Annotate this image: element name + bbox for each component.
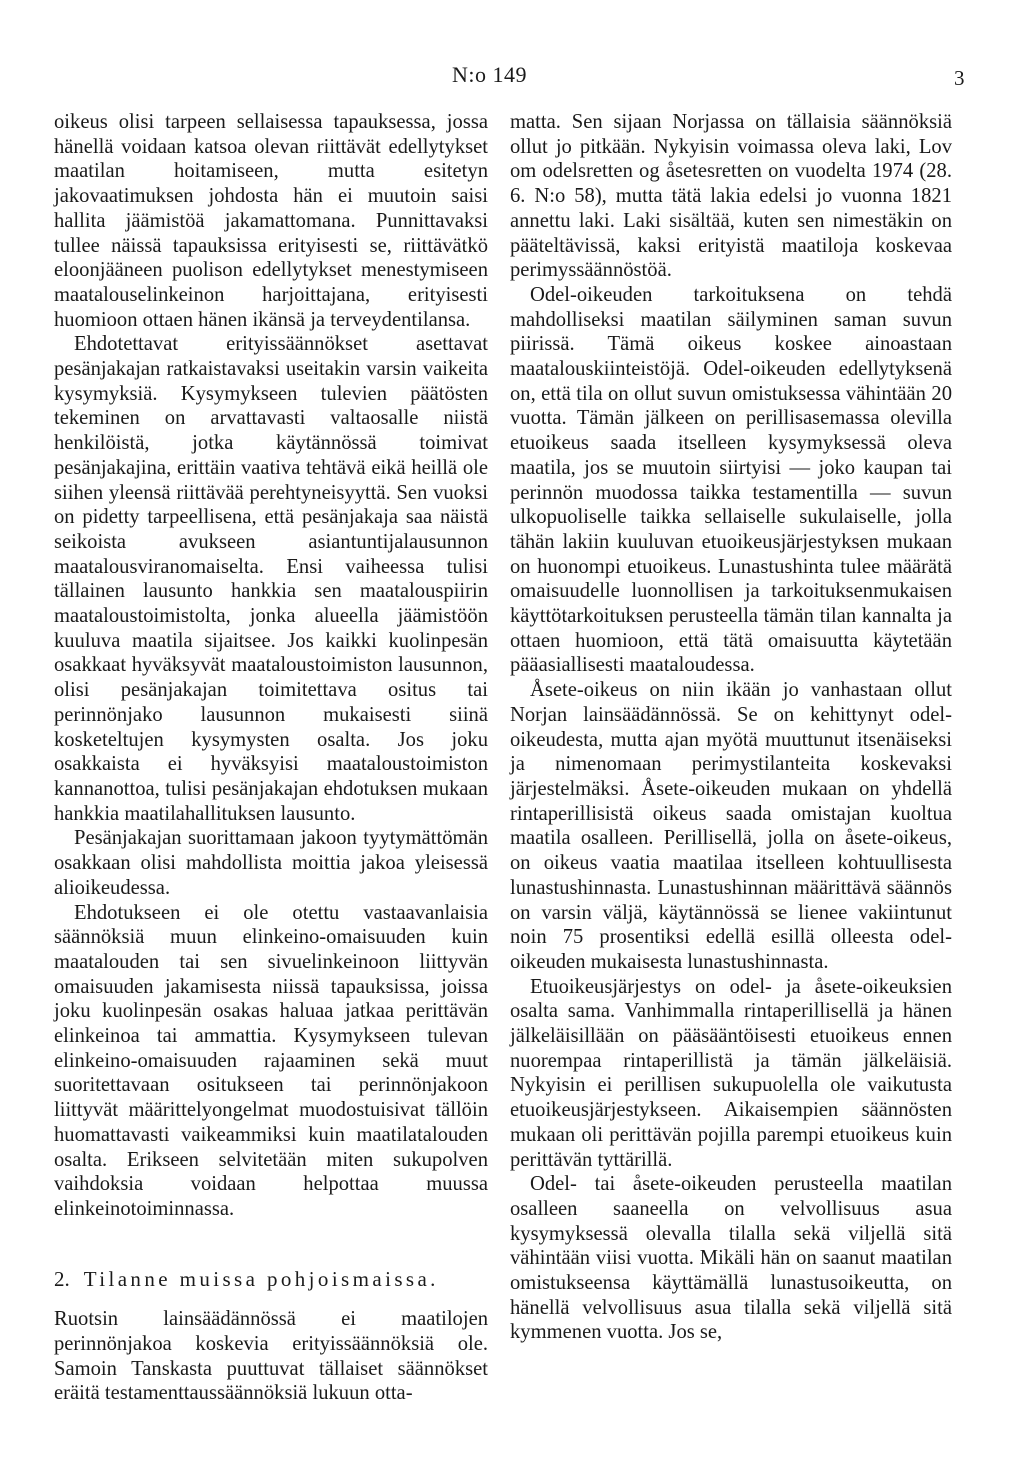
right-column bbox=[510, 110, 952, 1345]
page-header bbox=[0, 62, 1024, 92]
section-heading bbox=[54, 1267, 488, 1292]
paragraph: Åsete-oikeus on niin ikään jo vanhastaan ollut Norjan lainsäädännössä. Se on kehittynyt odel-oikeudesta, mutta ajan myötä muuttunut itsenäiseksi ja nimenomaan perimystilanteita koskevaksi järjestelmäksi. Åsete-oikeuden mukaan on yhdellä rintaperillisistä oikeus saada omistajan kuoltua maatila osalleen. Perillisellä, jolla on åsete-oikeus, on oikeus vaatia maatilaa itselleen kohtuullisesta lunastushinnasta. Lunastushinnan määrittävä säännös on varsin väljä, käytännössä se lienee vakiintunut noin 75 prosentiksi edellä esillä olleesta odel-oikeuden mukaisesta lunastushinnasta. bbox=[510, 679, 952, 973]
paragraph: matta. Sen sijaan Norjassa on tällaisia säännöksiä ollut jo pitkään. Nykyisin voimassa oleva laki, Lov om odelsretten og åsetesretten on vuodelta 1974 (28. 6. N:o 58), mutta tätä lakia edelsi jo vuonna 1821 annettu laki. Laki sisältää, kuten sen nimestäkin on pääteltävissä, kaksi erityistä maatiloja koskevaa perimyssäännöstöä. bbox=[510, 111, 952, 282]
paragraph: Etuoikeusjärjestys on odel- ja åsete-oikeuksien osalta sama. Vanhimmalla rintaperillisellä ja hänen jälkeläisillään on pääsääntöisesti etuoikeus ennen nuorempaa rintaperillistä ja tämän jälkeläisiä. Nykyisin ei perillisen sukupuolella ole vaikutusta etuoikeusjärjestykseen. Aikaisempien säännösten mukaan oli perittävän pojilla parempi etuoikeus kuin perittävän tyttärillä. bbox=[510, 975, 952, 1171]
paragraph: Odel- tai åsete-oikeuden perusteella maatilan osalleen saaneella on velvollisuus asua kysymyksessä olevalla tilalla sekä viljellä sitä vähintään viisi vuotta. Mikäli hän on saanut maatilan omistukseensa käyttämällä lunastusoikeutta, on hänellä velvollisuus asua tilalla sekä viljellä sitä kymmenen vuotta. Jos se, bbox=[510, 1173, 952, 1344]
document-number: N:o 149 bbox=[452, 62, 527, 87]
page-number: 3 bbox=[954, 66, 965, 90]
section-number: 2. bbox=[54, 1266, 70, 1291]
paragraph: Ehdotukseen ei ole otettu vastaavanlaisia säännöksiä muun elinkeino-omaisuuden kuin maatalouden tai sen sivuelinkeinoon liittyvän omaisuuden jakamisesta niissä tapauksissa, joissa joku kuolinpesän osakas haluaa jatkaa perittävän elinkeinoa tai ammattia. Kysymykseen tulevan elinkeino-omaisuuden rajaaminen sekä muut suoritettavaan ositukseen tai perinnönjakoon liittyvät määrittelyongelmat muodostuisivat tällöin huomattavasti vaikeammiksi kuin maatilatalouden osalta. Erikseen selvitetään miten sukupolven vaihdoksia voidaan helpottaa muussa elinkeinotoiminnassa. bbox=[54, 901, 488, 1220]
left-column bbox=[54, 110, 488, 1406]
paragraph: Odel-oikeuden tarkoituksena on tehdä mahdolliseksi maatilan säilyminen saman suvun piirissä. Tämä oikeus koskee ainoastaan maatalouskiinteistöjä. Odel-oikeuden edellytyksenä on, että tila on ollut suvun omistuksessa vähintään 20 vuotta. Tämän jälkeen on perillisasemassa olevilla etuoikeus saada itselleen kysymyksessä oleva maatila, jos se muutoin siirtyisi — joko kaupan tai perinnön muodossa taikka testamentilla — suvun ulkopuoliselle taikka sellaiselle sukulaiselle, jolla tähän lakiin kuuluvan etuoikeusjärjestyksen mukaan on huonompi etuoikeus. Lunastushinta tulee määrätä omaisuudelle luonnollisen ja tarkoituksenmukaisen käyttötarkoituksen perusteella tämän tilan kannalta ja ottaen huomioon, että tätä omaisuutta käytetään pääasiallisesti maataloudessa. bbox=[510, 283, 952, 677]
paragraph: Pesänjakajan suorittamaan jakoon tyytymättömän osakkaan olisi mahdollista moittia jakoa yleisessä alioikeudessa. bbox=[54, 827, 488, 899]
section-title: Tilanne muissa pohjoismaissa. bbox=[83, 1266, 439, 1291]
paragraph: Ehdotettavat erityissäännökset asettavat pesänjakajan ratkaistavaksi useitakin varsin vaikeita kysymyksiä. Kysymykseen tulevien päätösten tekeminen on arvattavasti valtaosalle niistä henkilöistä, jotka käytännössä toimivat pesänjakajina, erittäin vaativa tehtävä eikä heillä ole siihen yleensä riittävää perehtyneisyyttä. Sen vuoksi on pidetty tarpeellisena, että pesänjakaja saa näistä seikoista avukseen asiantuntijalausunnon maatalousviranomaiselta. Ensi vaiheessa tulisi tällainen lausunto hankkia sen maatalouspiirin maataloustoimistolta, jonka alueella jäämistöön kuuluva maatila sijaitsee. Jos kaikki kuolinpesän osakkaat hyväksyvät maataloustoimiston lausunnon, olisi pesänjakajan toimitettava ositus tai perinnönjako lausunnon mukaisesti siinä kosketeltujen kysymysten osalta. Jos joku osakkaista ei hyväksyisi maataloustoimiston kannanottoa, tulisi pesänjakajan ehdotuksen mukaan hankkia maatilahallituksen lausunto. bbox=[54, 333, 488, 825]
paragraph: oikeus olisi tarpeen sellaisessa tapauksessa, jossa hänellä voidaan katsoa olevan riittävät edellytykset maatilan hoitamiseen, mutta esitetyn jakovaatimuksen johdosta hän ei muutoin saisi hallita jäämistöä jakamattomana. Punnittavaksi tullee näissä tapauksissa erityisesti se, riittävätkö eloonjääneen puolison edellytykset menestymiseen maatalouselinkeinon harjoittajana, erityisesti huomioon ottaen hänen ikänsä ja terveydentilansa. bbox=[54, 111, 488, 331]
paragraph: Ruotsin lainsäädännössä ei maatilojen perinnönjakoa koskevia erityissäännöksiä ole. Samoin Tanskasta puuttuvat tällaiset säännökset eräitä testamenttaussäännöksiä lukuun otta- bbox=[54, 1308, 488, 1405]
